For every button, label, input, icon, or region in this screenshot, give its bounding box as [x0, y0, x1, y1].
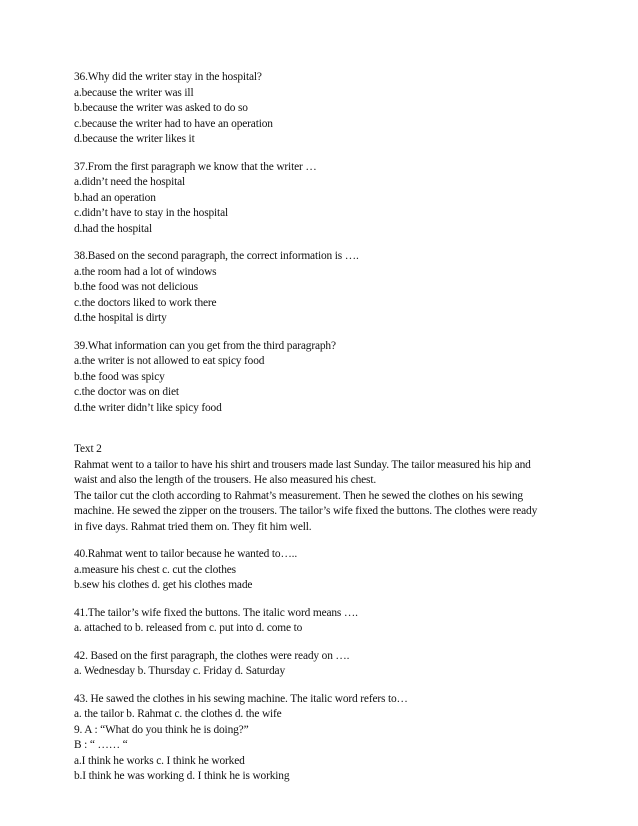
question-38-option-b: b.the food was not delicious: [74, 281, 198, 293]
question-38: [74, 249, 584, 327]
question-36: [74, 70, 584, 148]
question-36-option-d: d.because the writer likes it: [74, 133, 195, 145]
question-43-options: a. the tailor b. Rahmat c. the clothes d. the wife: [74, 708, 282, 720]
text-2-passage: [74, 442, 584, 535]
question-43-text: 43. He sawed the clothes in his sewing machine. The italic word refers to…: [74, 692, 408, 705]
question-40-text: 40.Rahmat went to tailor because he wanted to…..: [74, 548, 298, 560]
question-38-option-d: d.the hospital is dirty: [74, 312, 167, 324]
question-39-option-c: c.the doctor was on diet: [74, 386, 179, 398]
text-2-line: The tailor cut the cloth according to Rahmat’s measurement. Then he sewed the clothes on his sewing: [74, 489, 523, 502]
question-39: [74, 339, 584, 417]
document-content: [74, 70, 584, 796]
question-41-options: a. attached to b. released from c. put into d. come to: [74, 622, 303, 634]
question-39-text: 39.What information can you get from the third paragraph?: [74, 339, 336, 352]
question-43-and-9: [74, 692, 584, 785]
question-39-option-b: b.the food was spicy: [74, 370, 165, 383]
question-36-option-c: c.because the writer had to have an operation: [74, 117, 273, 130]
question-36-option-b: b.because the writer was asked to do so: [74, 102, 248, 114]
question-37-text: 37.From the first paragraph we know that the writer …: [74, 160, 317, 173]
question-37-option-b: b.had an operation: [74, 191, 156, 204]
text-2-line: in five days. Rahmat tried them on. They fit him well.: [74, 520, 312, 533]
text-2-line: Rahmat went to a tailor to have his shirt and trousers made last Sunday. The tailor measured his hip and: [74, 458, 531, 471]
question-42-text: 42. Based on the first paragraph, the clothes were ready on ….: [74, 649, 350, 662]
question-37: [74, 160, 584, 238]
question-9-text: 9. A : “What do you think he is doing?”: [74, 723, 249, 736]
question-42: [74, 649, 584, 680]
question-37-option-a: a.didn’t need the hospital: [74, 176, 186, 188]
question-36-option-a: a.because the writer was ill: [74, 86, 194, 99]
question-36-text: 36.Why did the writer stay in the hospital?: [74, 71, 262, 83]
question-39-option-d: d.the writer didn’t like spicy food: [74, 401, 222, 414]
question-37-option-c: c.didn’t have to stay in the hospital: [74, 207, 228, 219]
question-42-options: a. Wednesday b. Thursday c. Friday d. Saturday: [74, 665, 285, 677]
question-38-option-c: c.the doctors liked to work there: [74, 296, 217, 309]
question-9-options-line-2: b.I think he was working d. I think he is working: [74, 770, 290, 782]
question-40-options-line-1: a.measure his chest c. cut the clothes: [74, 563, 236, 576]
question-37-option-d: d.had the hospital: [74, 222, 152, 235]
question-40-options-line-2: b.sew his clothes d. get his clothes made: [74, 579, 253, 591]
question-40: [74, 547, 584, 594]
question-38-text: 38.Based on the second paragraph, the correct information is ….: [74, 250, 359, 262]
text-2-line: machine. He sewed the zipper on the trousers. The tailor’s wife fixed the buttons. The clothes were ready: [74, 505, 538, 517]
question-9-dialogue-b: B : “ …… “: [74, 739, 128, 751]
question-41: [74, 606, 584, 637]
question-41-text: 41.The tailor’s wife fixed the buttons. The italic word means ….: [74, 606, 358, 619]
text-2-heading: Text 2: [74, 443, 102, 455]
question-9-options-line-1: a.I think he works c. I think he worked: [74, 754, 245, 767]
section-spacer: [74, 428, 584, 442]
question-38-option-a: a.the room had a lot of windows: [74, 265, 217, 278]
question-39-option-a: a.the writer is not allowed to eat spicy food: [74, 355, 265, 367]
text-2-line: waist and also the length of the trousers. He also measured his chest.: [74, 474, 377, 486]
